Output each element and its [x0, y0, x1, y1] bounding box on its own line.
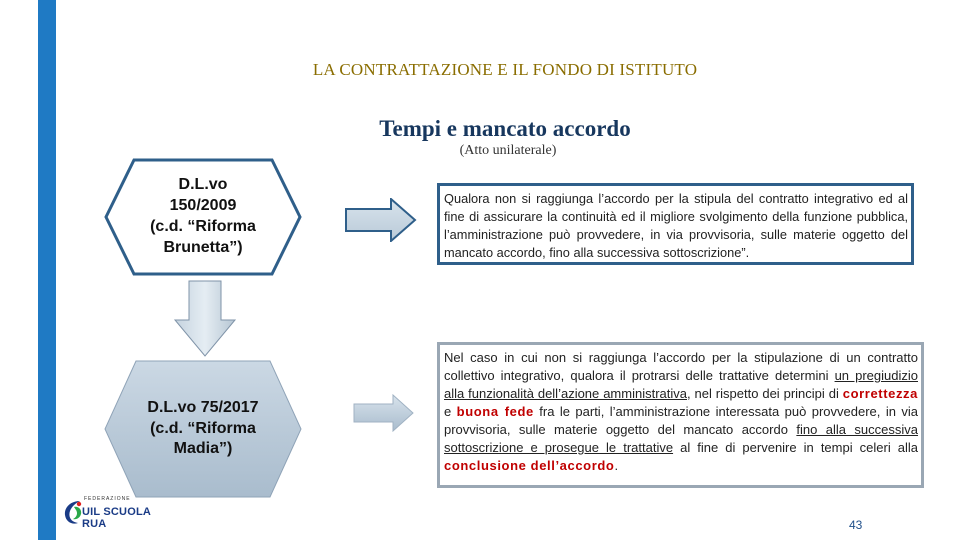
down-arrow-icon	[173, 280, 237, 358]
logo-main-text: UIL SCUOLA RUA	[82, 506, 151, 530]
logo-small-text: FEDERAZIONE	[84, 496, 131, 502]
slide-title: LA CONTRATTAZIONE E IL FONDO DI ISTITUTO	[312, 60, 698, 79]
box-top-text: Qualora non si raggiunga l’accordo per la stipula del contratto integrativo ed al fine di assicurare la continuità ed il migliore svolgimento della funzione pubblica, l’amministrazione può provvedere, in via provvisoria, sulle materie oggetto del mancato accordo, fino alla successiva sottoscrizione”.	[444, 191, 908, 260]
text-segment: e	[444, 404, 457, 419]
hexagon-top-line: Brunetta”)	[163, 238, 243, 256]
text-box-brunetta	[437, 183, 914, 265]
right-arrow-icon	[345, 198, 417, 242]
text-segment: al fine di pervenire in tempi celeri alla	[673, 440, 918, 455]
hexagon-bottom-line: (c.d. “Riforma	[150, 419, 256, 437]
left-accent-bar	[38, 0, 56, 540]
hexagon-top-line: (c.d. “Riforma	[150, 218, 256, 235]
emphasis-text: correttezza	[842, 386, 918, 401]
hexagon-top-label	[104, 158, 302, 276]
text-segment: fra le parti, l’amministrazione interessata può provvedere, in via provvisoria, sulle materie oggetto del mancato accordo	[444, 404, 918, 437]
text-segment: .	[614, 458, 619, 473]
logo-swirl-icon	[62, 498, 84, 526]
hexagon-top-line: 150/2009	[169, 197, 237, 215]
text-box-madia	[437, 342, 924, 488]
emphasis-text: conclusione dell’accordo	[444, 458, 615, 473]
hexagon-dlvo-75-2017	[104, 360, 302, 498]
emphasis-text: buona fede	[456, 404, 534, 419]
hexagon-bottom-line: D.L.vo 75/2017	[147, 398, 259, 416]
hexagon-bottom-label	[104, 360, 302, 498]
slide-note: (Atto unilaterale)	[459, 143, 557, 158]
hexagon-top-line: D.L.vo	[178, 176, 228, 194]
slide-subtitle: Tempi e mancato accordo	[379, 116, 631, 141]
text-segment: Nel caso in cui non si raggiunga l’accordo per la stipulazione di un contratto collettivo integrativo, qualora il protrarsi delle trattative determini	[444, 350, 918, 383]
underlined-text: un pregiudizio alla funzionalità dell’azione amministrativa	[444, 368, 918, 401]
hexagon-dlvo-150-2009	[104, 158, 302, 276]
text-segment: , nel rispetto dei principi di	[687, 386, 843, 401]
hexagon-bottom-line: Madia”)	[173, 440, 233, 458]
uil-scuola-logo	[62, 496, 162, 530]
box-bottom-text	[444, 349, 918, 475]
right-arrow-icon	[353, 394, 415, 432]
page-number: 43	[849, 518, 863, 532]
underlined-text: fino alla successiva sottoscrizione e prosegue le trattative	[444, 422, 919, 455]
